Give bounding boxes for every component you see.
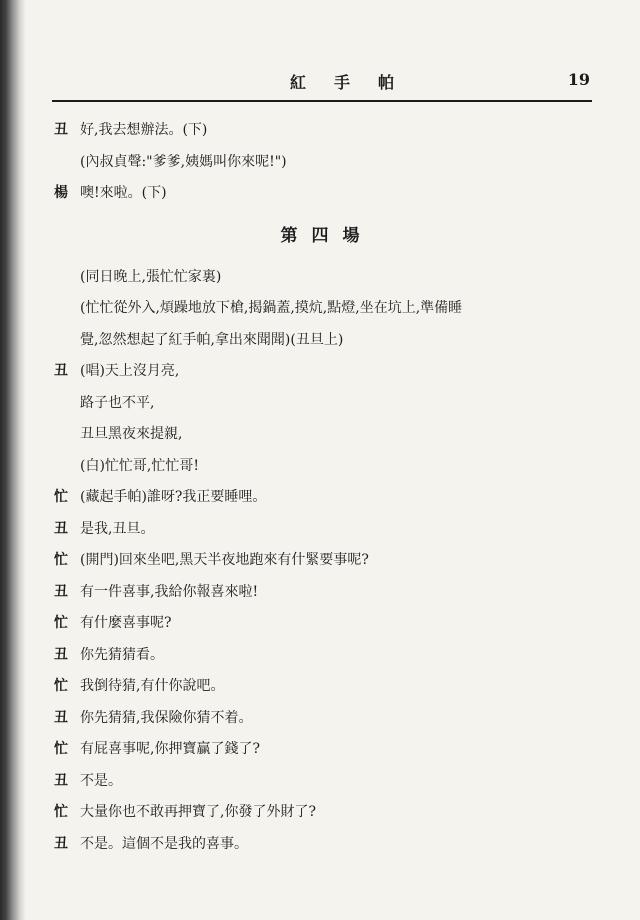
dialogue-line xyxy=(0,262,640,294)
scene-heading: 第四場 xyxy=(280,225,374,246)
dialogue-line xyxy=(0,608,640,640)
speaker-name: 忙 xyxy=(54,804,68,820)
dialogue-line xyxy=(0,797,640,829)
dialogue-line xyxy=(0,147,640,179)
dialogue-line xyxy=(0,325,640,357)
line-text: (同日晚上,張忙忙家裏) xyxy=(80,268,222,285)
speaker-name: 丑 xyxy=(54,520,68,537)
line-text: 覺,忽然想起了紅手帕,拿出來聞聞)(丑旦上) xyxy=(80,331,344,348)
play-text xyxy=(0,115,640,860)
dialogue-line xyxy=(0,388,640,420)
header-rule xyxy=(52,100,592,102)
line-text: (忙忙從外入,煩躁地放下槍,揭鍋蓋,摸炕,點燈,坐在坑上,準備睡 xyxy=(80,300,463,316)
dialogue-line xyxy=(0,829,640,861)
speaker-name: 忙 xyxy=(54,552,68,568)
dialogue-line xyxy=(0,514,640,546)
line-text: 是我,丑旦。 xyxy=(80,520,155,537)
line-text: (內叔貞聲:"爹爹,姨媽叫你來呢!") xyxy=(80,153,287,170)
dialogue-line xyxy=(0,451,640,483)
page-number: 19 xyxy=(567,70,590,89)
dialogue-line xyxy=(0,734,640,766)
speaker-name: 忙 xyxy=(54,678,68,694)
dialogue-line xyxy=(0,766,640,798)
dialogue-line xyxy=(0,577,640,609)
dialogue-line xyxy=(0,178,640,210)
dialogue-line xyxy=(0,545,640,577)
running-title: 紅手帕 xyxy=(290,73,423,92)
dialogue-line xyxy=(0,293,640,325)
speaker-name: 楊 xyxy=(54,185,68,201)
speaker-name: 忙 xyxy=(54,741,68,757)
line-text: 你先猜猜看。 xyxy=(80,646,164,663)
line-text: 有一件喜事,我給你報喜來啦! xyxy=(80,583,259,600)
line-text: (藏起手帕)誰呀?我正要睡哩。 xyxy=(80,489,267,505)
speaker-name: 丑 xyxy=(54,363,68,379)
line-text: 大量你也不敢再押寶了,你發了外財了? xyxy=(80,804,316,820)
speaker-name: 丑 xyxy=(54,772,68,789)
dialogue-line xyxy=(0,703,640,735)
speaker-name: 丑 xyxy=(54,122,68,138)
dialogue-line xyxy=(0,115,640,147)
speaker-name: 丑 xyxy=(54,709,68,726)
line-text: (唱)天上沒月亮, xyxy=(80,363,180,379)
dialogue-line xyxy=(0,671,640,703)
speaker-name: 丑 xyxy=(54,646,68,663)
dialogue-line xyxy=(0,640,640,672)
speaker-name: 丑 xyxy=(54,835,68,852)
line-text: 不是。 xyxy=(80,772,122,789)
line-text: 有屁喜事呢,你押寶贏了錢了? xyxy=(80,741,260,757)
line-text: (開門)回來坐吧,黑天半夜地跑來有什緊要事呢? xyxy=(80,552,369,568)
speaker-name: 忙 xyxy=(54,489,68,505)
line-text: (白)忙忙哥,忙忙哥! xyxy=(80,457,199,474)
line-text: 路子也不平, xyxy=(80,394,155,411)
line-text: 噢!來啦。(下) xyxy=(80,185,167,201)
speaker-name: 丑 xyxy=(54,583,68,600)
line-text: 好,我去想辦法。(下) xyxy=(80,122,208,138)
dialogue-line xyxy=(0,419,640,451)
line-text: 你先猜猜,我保險你猜不着。 xyxy=(80,709,253,726)
dialogue-line xyxy=(0,356,640,388)
line-text: 我倒待猜,有什你說吧。 xyxy=(80,678,225,694)
speaker-name: 忙 xyxy=(54,615,68,631)
dialogue-line xyxy=(0,482,640,514)
line-text: 丑旦黑夜來提親, xyxy=(80,426,183,442)
running-head xyxy=(60,70,590,98)
line-text: 不是。這個不是我的喜事。 xyxy=(80,835,248,852)
line-text: 有什麼喜事呢? xyxy=(80,615,172,631)
